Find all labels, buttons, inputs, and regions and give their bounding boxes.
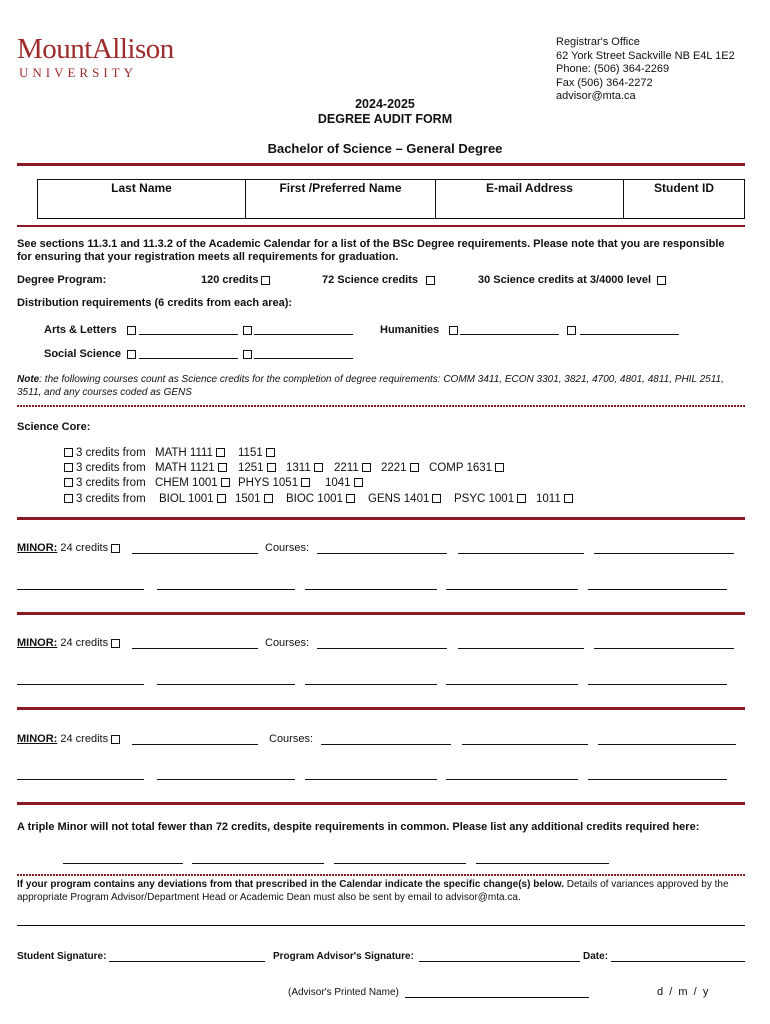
divider	[17, 517, 745, 520]
form-year: 2024-2025	[355, 97, 415, 111]
minor1-courses-label: Courses:	[265, 542, 310, 554]
credits-72: 72 Science credits	[322, 274, 438, 286]
university-logo: MountAllison	[17, 33, 174, 65]
minor2-course-field[interactable]	[17, 684, 144, 685]
office-street: 62 York Street Sackville NB E4L 1E2	[556, 49, 735, 62]
core-row-4: 3 credits from	[64, 492, 146, 508]
math1121-checkbox[interactable]	[218, 463, 227, 472]
minor1-checkbox[interactable]	[111, 544, 120, 553]
email-cell[interactable]: E-mail Address	[436, 180, 624, 219]
math2221-checkbox[interactable]	[410, 463, 419, 472]
office-address	[556, 36, 735, 104]
divider	[17, 612, 745, 615]
minor3-name-field[interactable]	[132, 744, 258, 745]
divider	[17, 802, 745, 805]
minor2-course-field[interactable]	[157, 684, 295, 685]
arts-field-2[interactable]	[254, 334, 353, 335]
student-info-table	[37, 179, 745, 219]
advisor-printed-name-field[interactable]	[405, 997, 589, 998]
student-id-cell[interactable]: Student ID	[624, 180, 745, 219]
bioc1001-checkbox[interactable]	[346, 494, 355, 503]
minor3-course-field[interactable]	[17, 779, 144, 780]
minor2-checkbox[interactable]	[111, 639, 120, 648]
biol1501-checkbox[interactable]	[264, 494, 273, 503]
core-row-3: 3 credits from	[64, 476, 146, 492]
math1111-checkbox[interactable]	[216, 448, 225, 457]
phys1041-checkbox[interactable]	[354, 478, 363, 487]
minor-2: MINOR: 24 credits	[17, 637, 123, 649]
science-core-label: Science Core:	[17, 421, 91, 433]
core-row3-checkbox[interactable]	[64, 478, 73, 487]
math2211-checkbox[interactable]	[362, 463, 371, 472]
deviation-field[interactable]	[17, 925, 745, 926]
arts-letters-label: Arts & Letters	[44, 324, 117, 336]
arts-field-1[interactable]	[139, 334, 238, 335]
office-fax: Fax (506) 364-2272	[556, 76, 653, 89]
minor2-course-field[interactable]	[317, 648, 447, 649]
core-row-1: 3 credits from	[64, 446, 146, 462]
minor3-checkbox[interactable]	[111, 735, 120, 744]
additional-credit-field[interactable]	[63, 863, 183, 864]
last-name-cell[interactable]: Last Name	[38, 180, 246, 219]
math1151-checkbox[interactable]	[266, 448, 275, 457]
psyc1011-checkbox[interactable]	[564, 494, 573, 503]
minor3-course-field[interactable]	[157, 779, 295, 780]
minor3-course-field[interactable]	[321, 744, 451, 745]
minor3-course-field[interactable]	[588, 779, 727, 780]
minor-1: MINOR: 24 credits	[17, 542, 123, 554]
additional-credit-field[interactable]	[476, 863, 609, 864]
office-email: advisor@mta.ca	[556, 90, 636, 102]
psyc1001-checkbox[interactable]	[517, 494, 526, 503]
note-text: Note: the following courses count as Science credits for the completion of degree requirements: COMM 3411, ECON 3301, 3821, 4700, 4801, 4811, PHIL 2511, 3511, and any courses coded as GENS	[17, 374, 724, 398]
minor2-courses-label: Courses:	[265, 637, 310, 649]
social-field-1[interactable]	[139, 358, 238, 359]
humanities-field-2[interactable]	[580, 334, 679, 335]
minor1-name-field[interactable]	[132, 553, 258, 554]
student-signature-label: Student Signature:	[17, 951, 107, 962]
credits-120: 120 credits	[201, 274, 273, 286]
social-field-2[interactable]	[254, 358, 353, 359]
minor1-course-field[interactable]	[588, 589, 727, 590]
minor2-course-field[interactable]	[594, 648, 734, 649]
advisor-signature-field[interactable]	[419, 961, 580, 962]
first-name-cell[interactable]: First /Preferred Name	[246, 180, 436, 219]
triple-minor-text: A triple Minor will not total fewer than 72 credits, despite requirements in common. Please list any additional credits required here:	[17, 821, 700, 833]
core-row2-checkbox[interactable]	[64, 463, 73, 472]
gens1401-checkbox[interactable]	[432, 494, 441, 503]
additional-credit-field[interactable]	[192, 863, 324, 864]
minor1-course-field[interactable]	[17, 589, 144, 590]
arts-checkbox-1[interactable]	[127, 326, 136, 335]
core-row1-checkbox[interactable]	[64, 448, 73, 457]
minor3-course-field[interactable]	[446, 779, 578, 780]
student-signature-field[interactable]	[109, 961, 265, 962]
credits-30: 30 Science credits at 3/4000 level	[478, 274, 669, 286]
comp1631-checkbox[interactable]	[495, 463, 504, 472]
minor1-course-field[interactable]	[317, 553, 447, 554]
dotted-divider	[17, 874, 745, 876]
divider	[17, 707, 745, 710]
social-checkbox-1[interactable]	[127, 350, 136, 359]
core-row4-checkbox[interactable]	[64, 494, 73, 503]
social-checkbox-2[interactable]	[243, 350, 252, 359]
degree-title: Bachelor of Science – General Degree	[267, 141, 503, 156]
advisor-printed-name-label: (Advisor's Printed Name)	[288, 987, 399, 998]
humanities-field-1[interactable]	[460, 334, 559, 335]
university-logo-sub: UNIVERSITY	[19, 65, 137, 80]
minor1-course-field[interactable]	[446, 589, 578, 590]
minor-3: MINOR: 24 credits	[17, 733, 123, 745]
humanities-checkbox-1[interactable]	[449, 326, 458, 335]
date-format-hint: d / m / y	[657, 986, 709, 998]
arts-checkbox-2[interactable]	[243, 326, 252, 335]
advisor-signature-label: Program Advisor's Signature:	[273, 951, 414, 962]
credits-72-checkbox[interactable]	[426, 276, 435, 285]
minor1-course-field[interactable]	[305, 589, 437, 590]
form-title: DEGREE AUDIT FORM	[317, 112, 453, 126]
divider	[17, 225, 745, 227]
minor2-name-field[interactable]	[132, 648, 258, 649]
credits-30-checkbox[interactable]	[657, 276, 666, 285]
minor3-course-field[interactable]	[462, 744, 588, 745]
divider	[17, 163, 745, 166]
humanities-label: Humanities	[380, 324, 440, 336]
minor2-course-field[interactable]	[588, 684, 727, 685]
minor3-course-field[interactable]	[305, 779, 437, 780]
date-field[interactable]	[611, 961, 745, 962]
math1251-checkbox[interactable]	[267, 463, 276, 472]
credits-120-checkbox[interactable]	[261, 276, 270, 285]
office-title: Registrar's Office	[556, 36, 640, 48]
social-science-label: Social Science	[44, 348, 122, 360]
intro-text: See sections 11.3.1 and 11.3.2 of the Academic Calendar for a list of the BSc Degree requirements. Please note that you are responsible for ensuring that your registration meets all requirements for graduation.	[17, 238, 725, 263]
minor2-course-field[interactable]	[458, 648, 584, 649]
additional-credit-field[interactable]	[334, 863, 466, 864]
date-label: Date:	[583, 951, 609, 962]
dotted-divider	[17, 405, 745, 407]
chem1001-checkbox[interactable]	[221, 478, 230, 487]
math1311-checkbox[interactable]	[314, 463, 323, 472]
minor1-course-field[interactable]	[458, 553, 584, 554]
distribution-label: Distribution requirements (6 credits from each area):	[17, 297, 293, 309]
core-row-2: 3 credits from	[64, 461, 146, 477]
deviation-text: If your program contains any deviations from that prescribed in the Calendar indicate the specific change(s) below. Details of variances approved by the appropriate Program Advisor/Department Head or Academic Dean must also be sent by email to advisor@mta.ca.	[17, 879, 729, 903]
minor2-course-field[interactable]	[446, 684, 578, 685]
minor1-course-field[interactable]	[157, 589, 295, 590]
biol1001-checkbox[interactable]	[217, 494, 226, 503]
phys1051-checkbox[interactable]	[301, 478, 310, 487]
minor2-course-field[interactable]	[305, 684, 437, 685]
minor3-course-field[interactable]	[598, 744, 736, 745]
minor3-courses-label: Courses:	[269, 733, 314, 745]
office-phone: Phone: (506) 364-2269	[556, 63, 670, 75]
degree-program-label: Degree Program:	[17, 274, 107, 286]
humanities-checkbox-2[interactable]	[567, 326, 576, 335]
minor1-course-field[interactable]	[594, 553, 734, 554]
